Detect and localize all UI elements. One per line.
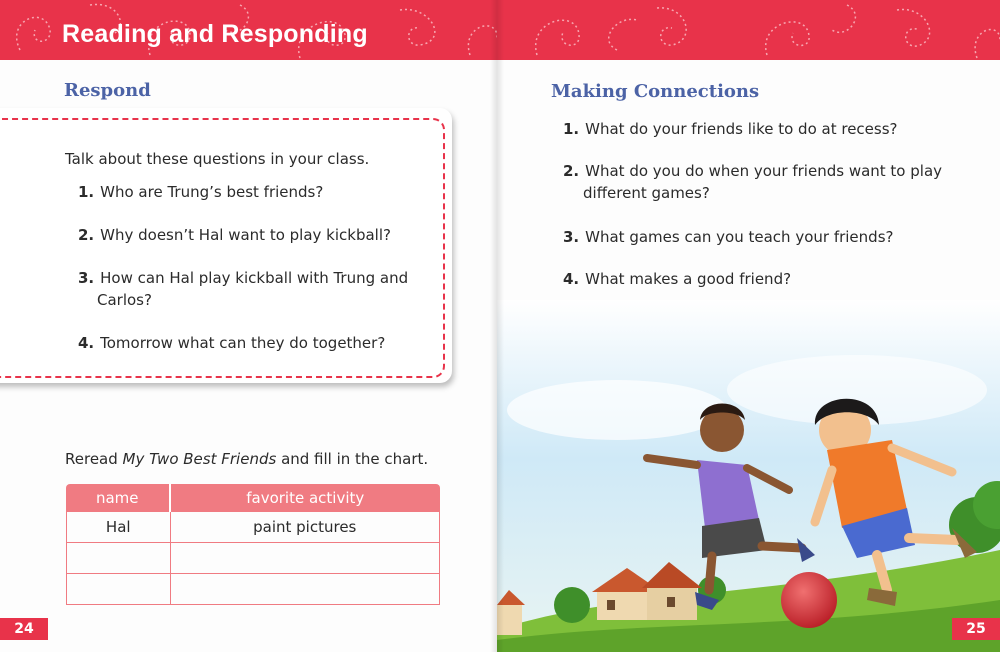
reread-instruction: Reread My Two Best Friends and fill in the chart. xyxy=(65,450,429,468)
respond-question: 1. Who are Trung’s best friends? xyxy=(78,183,324,201)
header-band xyxy=(497,0,1000,60)
page-number: 24 xyxy=(0,618,48,640)
ball-icon xyxy=(781,572,837,628)
chart-row xyxy=(66,543,440,574)
chart-header-row xyxy=(66,484,440,512)
respond-question: 4. Tomorrow what can they do together? xyxy=(78,334,386,352)
chart-row xyxy=(66,574,440,605)
chart-cell xyxy=(66,543,171,574)
chart-cell: Hal xyxy=(66,512,171,543)
connection-question: 4. What makes a good friend? xyxy=(563,270,792,288)
page-number: 25 xyxy=(952,618,1000,640)
swirl-pattern-icon xyxy=(497,0,1000,60)
page-header-title: Reading and Responding xyxy=(62,20,368,48)
right-page xyxy=(497,0,1000,652)
chart-header-cell: favorite activity xyxy=(171,484,441,512)
chart-cell: paint pictures xyxy=(171,512,441,543)
connection-question: 1. What do your friends like to do at recess? xyxy=(563,120,898,138)
book-gutter xyxy=(490,0,504,652)
chart-cell xyxy=(171,574,441,605)
kids-playing-kickball-illustration xyxy=(497,300,1000,652)
activity-chart xyxy=(66,484,440,605)
left-page xyxy=(0,0,497,652)
chart-row xyxy=(66,512,440,543)
making-connections-title: Making Connections xyxy=(551,81,760,102)
respond-question: 2. Why doesn’t Hal want to play kickball? xyxy=(78,226,391,244)
book-title: My Two Best Friends xyxy=(122,450,277,468)
connection-question: 3. What games can you teach your friends? xyxy=(563,228,894,246)
respond-question: 3. How can Hal play kickball with Trung and Carlos? xyxy=(78,269,409,309)
header-band xyxy=(0,0,497,60)
chart-cell xyxy=(66,574,171,605)
connection-question: 2. What do you do when your friends want to play different games? xyxy=(563,162,943,202)
chart-header-cell: name xyxy=(66,484,171,512)
respond-title: Respond xyxy=(64,80,151,101)
chart-cell xyxy=(171,543,441,574)
card-intro: Talk about these questions in your class. xyxy=(65,150,370,168)
